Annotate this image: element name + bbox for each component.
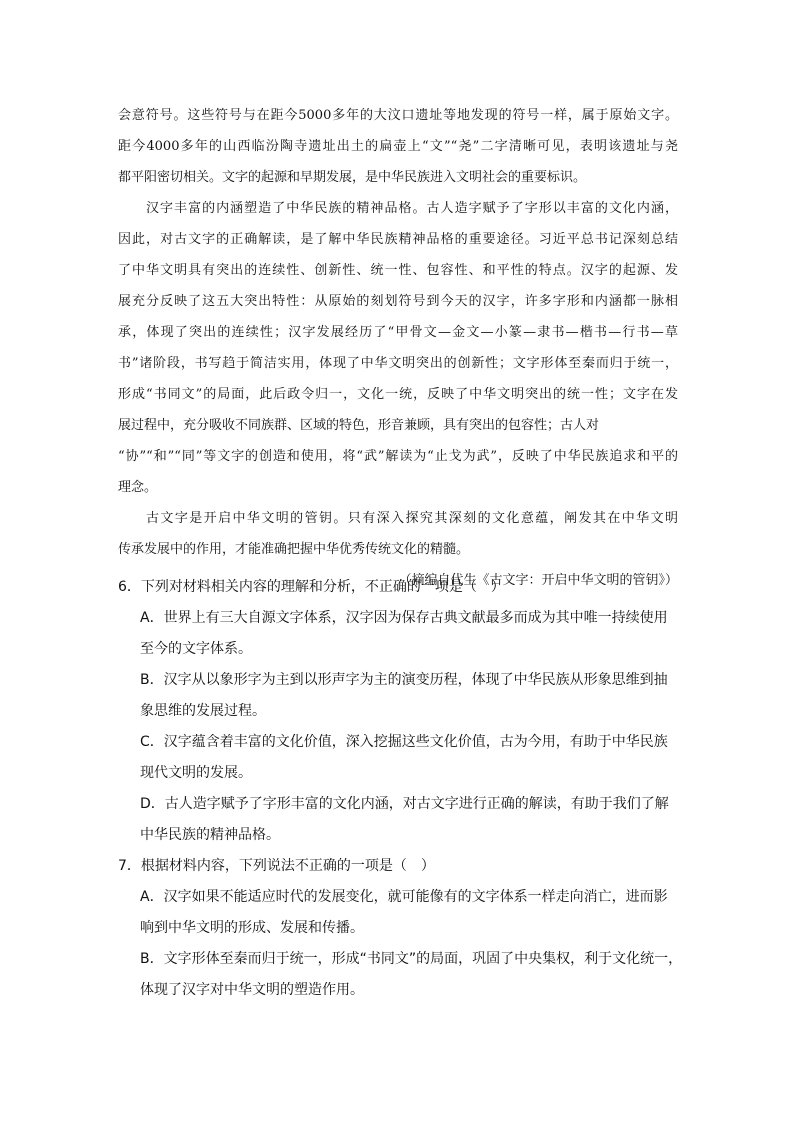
question-6-option-d-cont: 中华民族的精神品格。 bbox=[140, 827, 280, 843]
passage-line: “协”“和”“同”等文字的创造和使用，将“武”解读为“止戈为武”，反映了中华民族追求和平的 bbox=[118, 449, 678, 464]
passage-line: 汉字丰富的内涵塑造了中华民族的精神品格。古人造字赋予了字形以丰富的文化内涵， bbox=[146, 201, 678, 216]
passage-line: 书”诸阶段，书写趋于简洁实用，体现了中华文明突出的创新性；文字形体至秦而归于统一， bbox=[118, 356, 678, 371]
question-6-option-c-cont: 现代文明的发展。 bbox=[140, 765, 252, 781]
reading-passage bbox=[118, 100, 678, 596]
passage-line: 展充分反映了这五大突出特性：从原始的刻划符号到今天的汉字，许多字形和内涵都一脉相 bbox=[118, 294, 678, 309]
question-6-option-b-cont: 象思维的发展过程。 bbox=[140, 703, 266, 719]
question-6-option-a-cont: 至今的文字体系。 bbox=[140, 641, 252, 657]
question-6-stem: 6．下列对材料相关内容的理解和分析，不正确的一项是（ ） bbox=[118, 579, 505, 595]
passage-line: 展过程中，充分吸收不同族群、区域的特色，形音兼顾，具有突出的包容性；古人对 bbox=[118, 418, 600, 433]
passage-line: 承，体现了突出的连续性；汉字发展经历了“甲骨文—金文—小篆—隶书—楷书—行书—草 bbox=[118, 325, 678, 340]
question-7-option-b-cont: 体现了汉字对中华文明的塑造作用。 bbox=[140, 982, 364, 998]
question-6-option-c: C．汉字蕴含着丰富的文化价值，深入挖掘这些文化价值，古为今用，有助于中华民族 bbox=[140, 734, 668, 750]
passage-line: 都平阳密切相关。文字的起源和早期发展，是中华民族进入文明社会的重要标识。 bbox=[118, 170, 587, 185]
passage-line: 形成“书同文”的局面，此后政令归一，文化一统，反映了中华文明突出的统一性；文字在发 bbox=[118, 387, 678, 402]
passage-line: 古文字是开启中华文明的管钥。只有深入探究其深刻的文化意蕴，阐发其在中华文明 bbox=[146, 511, 678, 526]
passage-line: 理念。 bbox=[118, 480, 158, 495]
question-7-option-b: B．文字形体至秦而归于统一，形成“书同文”的局面，巩固了中央集权，利于文化统一， bbox=[140, 951, 683, 967]
passage-line: 了中华文明具有突出的连续性、创新性、统一性、包容性、和平性的特点。汉字的起源、发 bbox=[118, 263, 678, 278]
passage-source: （摘编自代生《古文字：开启中华文明的管钥》） bbox=[398, 573, 678, 588]
question-6-option-b: B．汉字从以象形字为主到以形声字为主的演变历程，体现了中华民族从形象思维到抽 bbox=[140, 672, 668, 688]
question-7-option-a-cont: 响到中华文明的形成、发展和传播。 bbox=[140, 920, 364, 936]
passage-line: 距今4000多年的山西临汾陶寺遗址出土的扁壶上“文”“尧”二字清晰可见，表明该遗址与尧 bbox=[118, 139, 678, 154]
passage-line: 因此，对古文字的正确解读，是了解中华民族精神品格的重要途径。习近平总书记深刻总结 bbox=[118, 232, 678, 247]
question-6-option-d: D．古人造字赋予了字形丰富的文化内涵，对古文字进行正确的解读，有助于我们了解 bbox=[140, 796, 669, 812]
question-7-option-a: A．汉字如果不能适应时代的发展变化，就可能像有的文字体系一样走向消亡，进而影 bbox=[140, 889, 668, 905]
question-section bbox=[118, 572, 690, 1006]
question-6-option-a: A．世界上有三大自源文字体系，汉字因为保存古典文献最多而成为其中唯一持续使用 bbox=[140, 610, 668, 626]
passage-line: 传承发展中的作用，才能准确把握中华优秀传统文化的精髓。 bbox=[118, 542, 470, 557]
passage-line: 会意符号。这些符号与在距今5000多年的大汶口遗址等地发现的符号一样，属于原始文字。 bbox=[118, 108, 678, 123]
question-7-stem: 7．根据材料内容，下列说法不正确的一项是（ ） bbox=[118, 858, 435, 874]
